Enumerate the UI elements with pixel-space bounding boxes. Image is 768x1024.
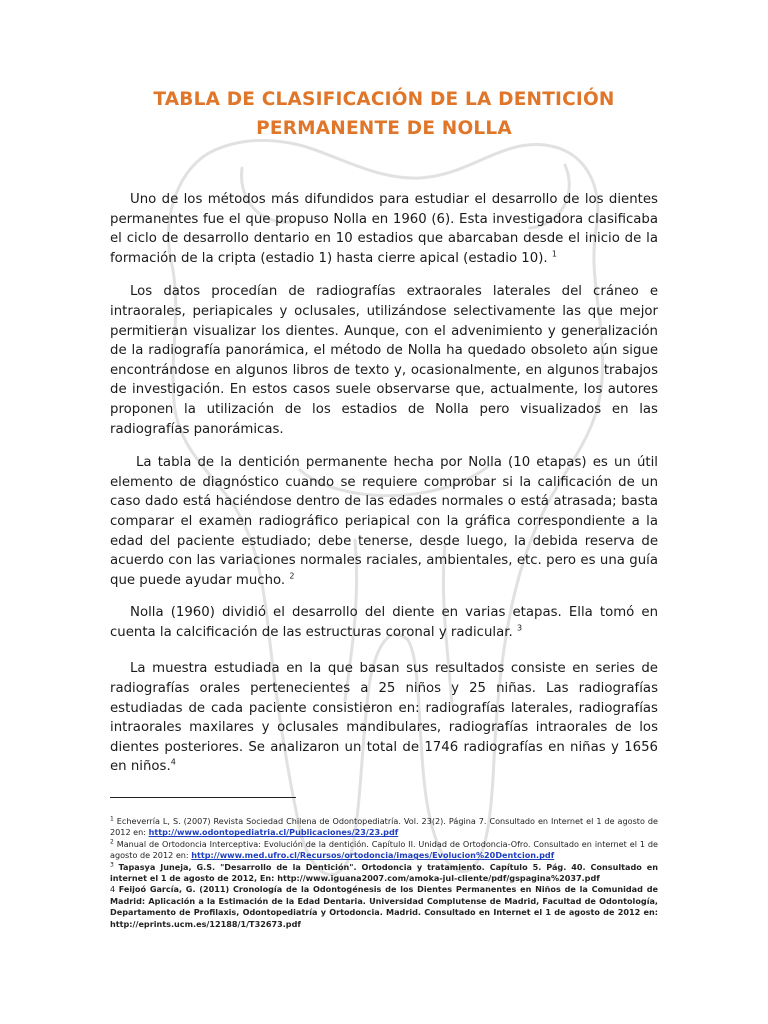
paragraph	[110, 659, 658, 777]
title-line-1: TABLA DE CLASIFICACIÓN DE LA DENTICIÓN	[153, 89, 615, 110]
footnote-separator	[110, 797, 296, 798]
footnote-number: 1	[110, 815, 114, 823]
paragraph-text: Nolla (1960) dividió el desarrollo del diente en varias etapas. Ella tomó en cuenta la calcificación de las estructuras coronal y radicular.	[110, 605, 658, 640]
footnote	[110, 862, 658, 885]
paragraph-text: La tabla de la dentición permanente hecha por Nolla (10 etapas) es un útil elemento de diagnóstico cuando se requiere comprobar si la calificación de un caso dado está haciéndose dentro de las edades normales o está atrasada; basta comparar el examen radiográfico periapical con la gráfica correspondiente a la edad del paciente estudiado; debe tenerse, desde luego, la debida reserva de acuerdo con las variaciones normales raciales, ambientales, etc. pero es una guía que puede ayudar mucho.	[110, 455, 658, 588]
footnote	[110, 884, 658, 930]
paragraph	[110, 282, 658, 439]
footnote-ref[interactable]: 1	[551, 249, 557, 259]
footnote	[110, 839, 658, 862]
paragraph	[110, 603, 658, 642]
footnote	[110, 816, 658, 839]
footnote-text: Manual de Ortodoncia Interceptiva: Evolución de la dentición. Capítulo II. Unidad de Ortodoncia-Ofro. Consultado en internet el 1 de agosto de 2012 en:	[110, 838, 658, 861]
footnote-number: 3	[110, 860, 114, 868]
paragraph	[110, 190, 658, 268]
footnote-ref[interactable]: 3	[516, 623, 523, 633]
paragraph	[110, 453, 658, 590]
paragraph-text: Uno de los métodos más difundidos para estudiar el desarrollo de los dientes permanentes fue el que propuso Nolla en 1960 (6). Esta investigadora clasificaba el ciclo de desarrollo dentario en 10 estadios que abarcaban desde el inicio de la formación de la cripta (estadio 1) hasta cierre apical (estadio 10).	[110, 192, 658, 266]
footnote-number: 4	[110, 884, 116, 895]
footnote-ref[interactable]: 4	[170, 758, 176, 768]
footnotes	[110, 816, 658, 930]
footnote-link[interactable]: http://www.med.ufro.cl/Recursos/ortodoncia/images/Evolucion%20Dentcion.pdf	[191, 850, 555, 861]
footnote-text: Feijoó García, G. (2011) Cronología de la Odontogénesis de los Dientes Permanentes en Niños de la Comunidad de Madrid: Aplicación a la Estimación de la Edad Dentaria. Universidad Complutense de Madrid, Facultad de Odontología, Departamento de Profilaxis, Odontopediatría y Ortodoncia. Madrid. Consultado en Internet el 1 de agosto de 2012 en: http://eprints.ucm.es/12188/1/T32673.pdf	[110, 884, 658, 929]
body-text	[110, 190, 658, 791]
title-line-2: PERMANENTE DE NOLLA	[256, 118, 512, 139]
footnote-text: Echeverría L, S. (2007) Revista Sociedad Chilena de Odontopediatría. Vol. 23(2). Página 7. Consultado en Internet el 1 de agosto de 2012 en:	[110, 816, 658, 838]
paragraph-text: Los datos procedían de radiografías extraorales laterales del cráneo e intraorales, periapicales y oclusales, utilizándose selectivamente las que mejor permitieran visualizar los dientes. Aunque, con el advenimiento y generalización de la radiografía panorámica, el método de Nolla ha quedado obsoleto aún sigue encontrándose en algunos libros de texto y, ocasionalmente, en algunos trabajos de investigación. En estos casos suele observarse que, actualmente, los autores proponen la utilización de los estadios de Nolla pero visualizados en las radiografías panorámicas.	[110, 284, 658, 437]
paragraph-text: La muestra estudiada en la que basan sus resultados consiste en series de radiografías orales pertenecientes a 25 niños y 25 niñas. Las radiografías estudiadas de cada paciente consistieron en: radiografías laterales, radiografías intraorales maxilares y oclusales mandibulares, radiografías intraorales de los dientes posteriores. Se analizaron un total de 1746 radiografías en niñas y 1656 en niños.	[110, 661, 658, 775]
footnote-text: Tapasya Juneja, G.S. "Desarrollo de la Dentición". Ortodoncia y tratamiento. Capítulo 5. Pág. 40. Consultado en internet el 1 de agosto de 2012, En: http://www.iguana2007.com/amoka-jul-cliente/pdf/gspagina%2037.pdf	[110, 861, 658, 884]
page-title	[110, 85, 658, 143]
footnote-number: 2	[110, 838, 114, 846]
footnote-ref[interactable]: 2	[289, 571, 295, 581]
footnote-link[interactable]: http://www.odontopediatria.cl/Publicaciones/23/23.pdf	[148, 827, 399, 838]
